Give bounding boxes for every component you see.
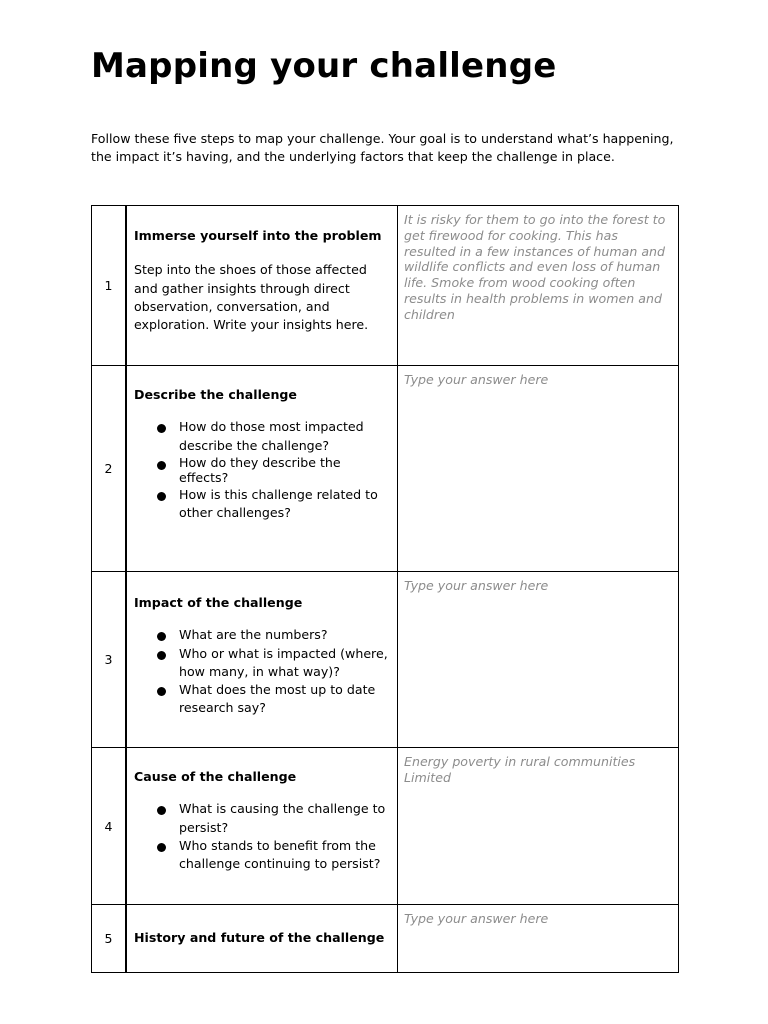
step-number: 2 — [92, 366, 127, 572]
question-list — [134, 418, 391, 522]
question-list — [134, 800, 391, 873]
answer-field-4[interactable]: Energy poverty in rural communities Limited — [398, 748, 679, 905]
question-item: What is causing the challenge to persist? — [179, 800, 391, 837]
answer-field-5[interactable]: Type your answer here — [398, 905, 679, 973]
step-title: Cause of the challenge — [134, 769, 297, 784]
step-title: Impact of the challenge — [134, 595, 303, 610]
step-row-5 — [92, 905, 679, 973]
question-item: Who or what is impacted (where, how many, in what way)? — [179, 645, 391, 682]
step-title: Describe the challenge — [134, 387, 297, 402]
question-list — [134, 626, 391, 717]
question-item: How do those most impacted describe the challenge? — [179, 418, 391, 455]
step-title: History and future of the challenge — [134, 930, 385, 946]
challenge-steps-table — [91, 205, 679, 973]
step-instructions: Step into the shoes of those affected and gather insights through direct observation, conversation, and exploration. Write your insights here. — [134, 262, 369, 333]
step-description — [126, 572, 398, 748]
step-description — [126, 206, 398, 366]
step-number: 1 — [92, 206, 127, 366]
question-item: What are the numbers? — [179, 626, 391, 644]
step-title: Immerse yourself into the problem — [134, 228, 382, 243]
question-item: How is this challenge related to other challenges? — [179, 486, 391, 523]
step-description — [126, 748, 398, 905]
step-row-4 — [92, 748, 679, 905]
answer-field-2[interactable]: Type your answer here — [398, 366, 679, 572]
page-title: Mapping your challenge — [91, 46, 557, 86]
step-number: 4 — [92, 748, 127, 905]
intro-paragraph: Follow these five steps to map your challenge. Your goal is to understand what’s happening, the impact it’s having, and the underlying factors that keep the challenge in place. — [91, 131, 674, 164]
answer-field-3[interactable]: Type your answer here — [398, 572, 679, 748]
question-item: What does the most up to date research say? — [179, 681, 391, 718]
step-description — [126, 366, 398, 572]
step-row-2 — [92, 366, 679, 572]
question-item: Who stands to benefit from the challenge continuing to persist? — [179, 837, 391, 874]
step-row-3 — [92, 572, 679, 748]
step-row-1 — [92, 206, 679, 366]
step-description — [126, 905, 398, 973]
step-number: 3 — [92, 572, 127, 748]
answer-field-1[interactable]: It is risky for them to go into the forest to get firewood for cooking. This has resulted in a few instances of human and wildlife conflicts and even loss of human life. Smoke from wood cooking often results in health problems in women and children — [398, 206, 679, 366]
step-number: 5 — [92, 905, 127, 973]
question-item: How do they describe the effects? — [179, 455, 391, 486]
